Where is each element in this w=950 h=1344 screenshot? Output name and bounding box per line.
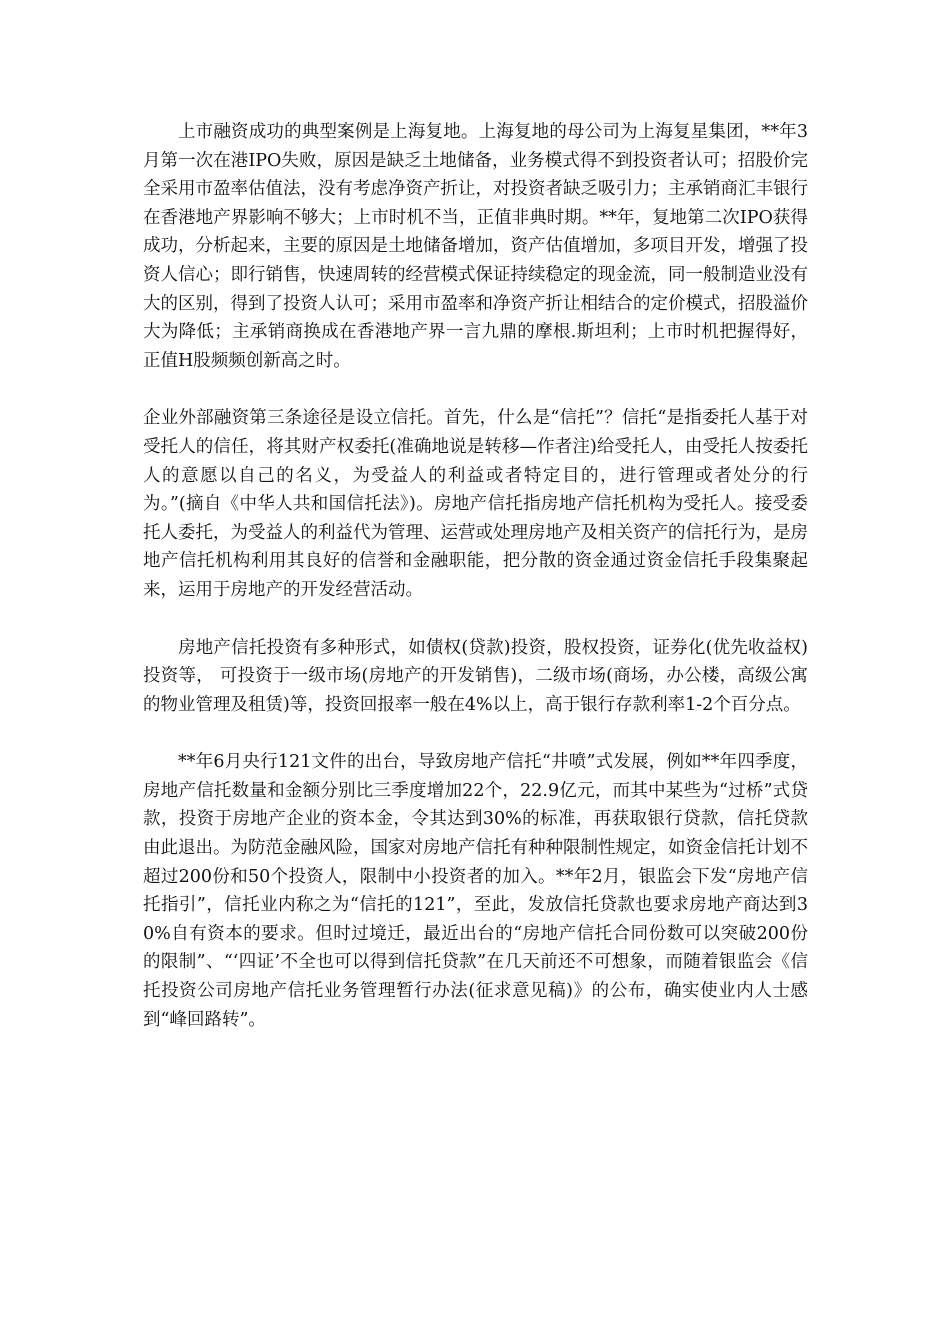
paragraph-shanghai-forte-case: 上市融资成功的典型案例是上海复地。上海复地的母公司为上海复星集团，**年3月第一次在港IPO失败，原因是缺乏土地储备，业务模式得不到投资者认可；招股价完全采用市盈率估值法，没有考虑净资产折让，对投资者缺乏吸引力；主承销商汇丰银行在香港地产界影响不够大；上市时机不当，正值非典时期。**年，复地第二次IPO获得成功，分析起来，主要的原因是土地储备增加，资产估值增加，多项目开发，增强了投资人信心；即行销售，快速周转的经营模式保证持续稳定的现金流，同一般制造业没有大的区别，得到了投资人认可；采用市盈率和净资产折让相结合的定价模式，招股溢价大为降低；主承销商换成在香港地产界一言九鼎的摩根.斯坦利；上市时机把握得好，正值H股频频创新高之时。 [143, 122, 808, 371]
paragraph-trust-investment-forms: 房地产信托投资有多种形式，如债权(贷款)投资，股权投资，证券化(优先收益权)投资等， 可投资于一级市场(房地产的开发销售)，二级市场(商场，办公楼，高级公寓的物业管理及租赁)等，投资回报率一般在4%以上，高于银行存款利率1-2个百分点。 [143, 637, 808, 715]
paragraph-trust-definition: 企业外部融资第三条途径是设立信托。首先，什么是“信托”？信托“是指委托人基于对受托人的信任，将其财产权委托(准确地说是转移—作者注)给受托人，由受托人按委托人的意愿以自己的名义，为受益人的利益或者特定目的，进行管理或者处分的行为。”(摘自《中华人共和国信托法》)。房地产信托指房地产信托机构为受托人。接受委托人委托，为受益人的利益代为管理、运营或处理房地产及相关资产的信托行为，是房地产信托机构利用其良好的信誉和金融职能，把分散的资金通过资金信托手段集聚起来，运用于房地产的开发经营活动。 [143, 408, 808, 600]
paragraph-trust-regulation: **年6月央行121文件的出台，导致房地产信托“井喷”式发展，例如**年四季度，房地产信托数量和金额分别比三季度增加22个，22.9亿元，而其中某些为“过桥”式贷款，投资于房地产企业的资本金，令其达到30%的标准，再获取银行贷款，信托贷款由此退出。为防范金融风险，国家对房地产信托有种种限制性规定，如资金信托计划不超过200份和50个投资人，限制中小投资者的加入。**年2月，银监会下发“房地产信托指引”，信托业内称之为“信托的121”，至此，发放信托贷款也要求房地产商达到30%自有资本的要求。但时过境迁，最近出台的“房地产信托合同份数可以突破200份的限制”、“‘四证’不全也可以得到信托贷款”在几天前还不可想象，而随着银监会《信托投资公司房地产信托业务管理暂行办法(征求意见稿)》的公布，确实使业内人士感到“峰回路转”。 [143, 752, 808, 1030]
document-body [143, 118, 808, 1063]
